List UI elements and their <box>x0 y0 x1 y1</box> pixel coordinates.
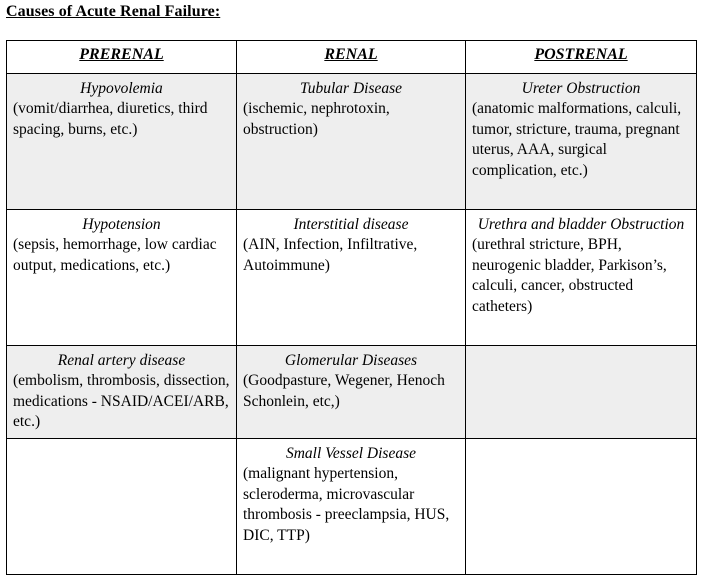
table-header-row <box>7 41 697 74</box>
table-row <box>7 346 697 439</box>
cell-small-vessel-disease <box>237 439 466 575</box>
cause-title: Renal artery disease <box>57 352 186 369</box>
cause-detail: (anatomic malformations, calculi, tumor, stricture, trauma, pregnant uterus, AAA, surgical complication, etc.) <box>472 100 682 179</box>
cell-ureter-obstruction <box>466 74 697 210</box>
cell-renal-artery-disease <box>7 346 237 439</box>
cause-title: Urethra and bladder Obstruction <box>477 216 685 233</box>
cause-detail: (sepsis, hemorrhage, low cardiac output, medications, etc.) <box>13 236 217 274</box>
table-row <box>7 439 697 575</box>
causes-table <box>6 40 697 575</box>
cause-detail: (AIN, Infection, Infiltrative, Autoimmune) <box>243 236 418 274</box>
cause-detail: (Goodpasture, Wegener, Henoch Schonlein, etc,) <box>243 372 445 410</box>
column-header-renal: RENAL <box>237 41 466 74</box>
cause-detail: (embolism, thrombosis, dissection, medications - NSAID/ACEI/ARB, etc.) <box>13 372 230 431</box>
cell-hypovolemia <box>7 74 237 210</box>
cell-hypotension <box>7 210 237 346</box>
column-header-postrenal: POSTRENAL <box>466 41 697 74</box>
cause-title: Glomerular Diseases <box>284 352 418 369</box>
cause-title: Ureter Obstruction <box>521 80 641 97</box>
table-row <box>7 210 697 346</box>
cause-title: Hypovolemia <box>80 80 163 97</box>
cause-detail: (urethral stricture, BPH, neurogenic bladder, Parkison’s, calculi, cancer, obstructed catheters) <box>472 236 667 315</box>
cell-empty <box>466 346 697 439</box>
cell-glomerular-diseases <box>237 346 466 439</box>
cause-detail: (vomit/diarrhea, diuretics, third spacing, burns, etc.) <box>13 100 208 138</box>
cause-title: Hypotension <box>82 216 161 233</box>
cell-empty <box>7 439 237 575</box>
cause-detail: (malignant hypertension, scleroderma, microvascular thrombosis - preeclampsia, HUS, DIC, TTP) <box>243 465 450 544</box>
table-row <box>7 74 697 210</box>
cause-title: Interstitial disease <box>293 216 409 233</box>
cause-title: Tubular Disease <box>299 80 403 97</box>
cell-tubular-disease <box>237 74 466 210</box>
cell-urethra-bladder-obstruction <box>466 210 697 346</box>
cause-detail: (ischemic, nephrotoxin, obstruction) <box>243 100 390 138</box>
column-header-prerenal: PRERENAL <box>7 41 237 74</box>
cause-title: Small Vessel Disease <box>285 445 416 462</box>
cell-empty <box>466 439 697 575</box>
cell-interstitial-disease <box>237 210 466 346</box>
document-title: Causes of Acute Renal Failure: <box>6 3 221 20</box>
